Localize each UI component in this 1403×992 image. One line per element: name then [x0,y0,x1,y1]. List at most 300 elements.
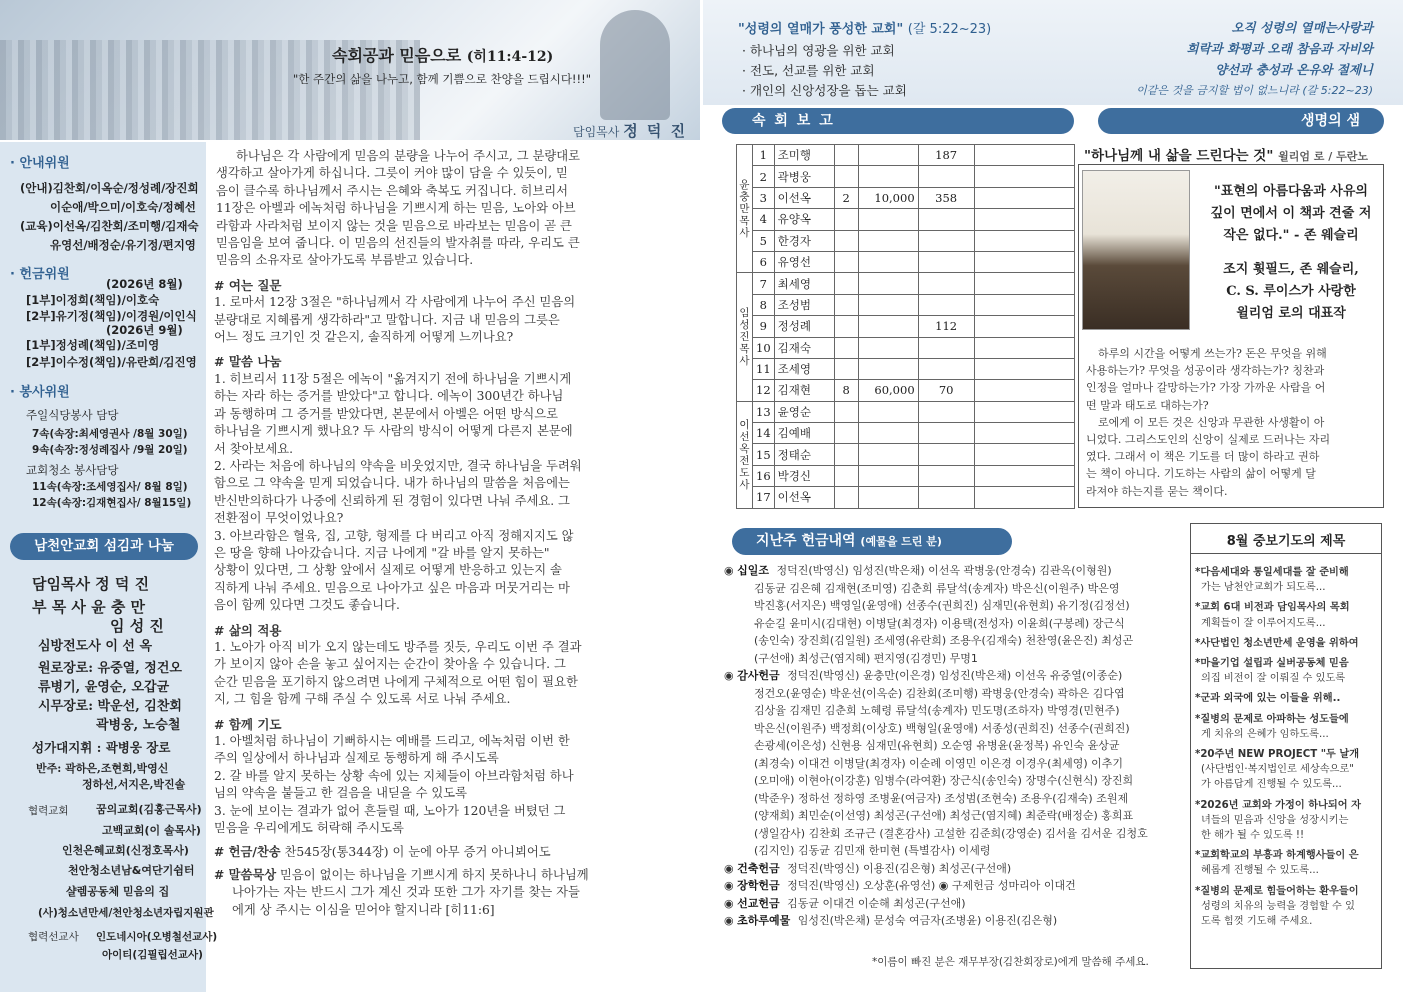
report-cell: 조성범 [774,294,834,315]
text-line: 하는 자라 하는 증거를 받았다"고 합니다. 에녹이 300년간 하나님 [214,389,564,404]
giving-row [724,755,1176,773]
lesson-body [214,148,700,919]
missionary: 아이티(김필립선교사) [102,949,203,961]
giving-row [724,842,1176,860]
report-row [737,273,1075,294]
report-cell: 2 [753,166,775,187]
giving-bullet: ◉ [724,896,738,910]
report-cell [918,465,974,486]
text-line: 하루의 시간을 어떻게 쓰는가? 돈은 무엇을 위해 [1098,347,1327,360]
offering-line: [2부]유기정(책임)/이경원/이인식 [26,309,197,323]
giving-row [724,860,1176,878]
prayer-item: 게 치유의 은혜가 임하도록... [1201,728,1329,740]
text-line: 1. 노아가 아직 비가 오지 않는데도 방주를 짓듯, 우리도 이번 주 결과 [214,639,582,654]
report-cell-empty [974,401,1074,422]
fruit-title-text: "성령의 열매가 풍성한 교회" [738,22,904,37]
text-line: 가 보이지 않아 손을 놓고 싶어지는 순간이 찾아올 수 있습니다. 그 [214,657,566,672]
text-line: 니었다. 그리스도인의 신앙이 실제로 드러나는 자리 [1086,433,1331,447]
report-cell [858,401,918,422]
text-line: 순간 믿음을 포기하지 않으려면 나에게 구체적으로 어떤 힘이 필요한 [214,674,578,689]
pastor-credit [573,120,687,141]
report-cell [834,358,858,379]
giving-row [724,650,1176,668]
report-table [736,144,1075,509]
meditation-title: # 말씀묵상 [214,867,277,882]
report-cell: 60,000 [858,380,918,401]
report-row [737,209,1075,230]
missionary: 인도네시아(오병철선교사) [96,931,218,943]
giving-bullet: ◉ [724,861,738,875]
book-title-text: "하나님께 내 삶을 드린다는 것" [1084,148,1274,164]
service-line: 교회청소 봉사담당 [26,463,119,477]
report-cell: 김재현 [774,380,834,401]
report-cell: 6 [753,251,775,272]
report-row [737,251,1075,272]
giving-bullet: ◉ [724,879,738,892]
giving-names: (최경숙) 이대건 이병달(최경자) 이순례 이영민 이은경 이경우(최세영) 이추기 [754,756,1124,770]
giving-category: 선교헌금 [737,896,780,910]
guide-title: · 안내위원 [10,156,70,171]
staff-line: 반주: 곽하은,조현희,박영신 [36,762,169,775]
text-line: 음이 클수록 하나님께서 주시는 은혜와 축복도 커집니다. 히브리서 [216,183,568,198]
prayer-item: 도록 힘껏 기도해 주세요. [1201,916,1313,928]
giving-row [724,720,1176,738]
text-line: 는 책이 아니다. 기도하는 사람의 삶이 어떻게 달 [1086,467,1316,481]
report-cell [858,273,918,294]
report-cell [834,444,858,465]
giving-category: 장학헌금 [737,879,780,892]
report-cell: 8 [753,294,775,315]
giving-note: *이름이 빠진 분은 재무부장(김찬회장로)에게 말씀해 주세요. [872,956,1149,968]
report-cell [918,444,974,465]
report-cell [918,230,974,251]
giving-names: (오미애) 이현아(이강훈) 임병수(라여환) 장근식(송인숙) 장명수(신현식) 장진희 [754,774,1134,787]
text-line: 서 찾아보세요. [214,441,294,456]
report-row [737,423,1075,444]
text-line: 1. 로마서 12장 3절은 "하나님께서 각 사람에게 나누어 주신 믿음의 [214,295,576,310]
report-cell-empty [974,294,1074,315]
report-cell-empty [974,444,1074,465]
giving-row [724,632,1176,650]
pastor-photo [600,10,670,120]
text-line: 직하게 나눠 주세요. 믿음으로 나아가고 싶은 마음과 머뭇거리는 마 [214,580,570,595]
partner-church: 천안청소년남&여단기쉼터 [68,864,195,877]
prayer-box [1190,523,1382,969]
prayer-item: *2026년 교회와 가정이 하나되어 자 [1195,799,1361,811]
giving-names: (김지인) 김동균 김민재 한미현 (특별감사) 이세령 [754,844,991,857]
giving-row [724,895,1176,913]
text-line: 였다. 그래서 이 책은 기도를 더 많이 하라고 권하 [1086,450,1320,464]
report-cell: 박경신 [774,465,834,486]
lesson-scripture: (히11:4-12) [466,49,554,65]
giving-bullet: ◉ [724,914,738,927]
report-cell [918,337,974,358]
giving-names: 임성진(박은채) 문성숙 여금자(조병윤) 이용진(김은형) [797,914,1058,927]
report-row [737,401,1075,422]
meditation-line [214,867,700,884]
prayer-item: (사단법인·복지법인로 세상속으로" [1201,764,1354,776]
report-cell [834,273,858,294]
giving-title-note: (예물을 드린 분) [860,535,942,548]
text-line: 생각하고 살아가게 하십니다. 그릇이 커야 많이 담을 수 있듯이, 믿 [216,166,568,181]
giving-category: 십일조 [737,564,769,577]
report-cell: 17 [753,487,775,508]
giving-names: 유순길 윤미시(김대현) 이병달(최경자) 이용택(전성자) 이윤희(구봉례) 장근식 [754,616,1125,630]
missionary-label: 협력선교사 [28,931,79,943]
report-cell: 2 [834,187,858,208]
giving-names: 손광세(이은성) 신현용 심재민(유현희) 오순영 유병윤(윤정복) 유인숙 윤상균 [754,739,1120,752]
section-heading: # 여는 질문 [214,277,282,293]
report-cell-empty [974,380,1074,401]
prayer-item: 한 해가 될 수 있도록 !! [1201,830,1305,842]
giving-bullet: ◉ [724,564,738,577]
prayer-item: *사단법인 청소년만세 운영을 위하여 [1195,637,1359,649]
report-cell [918,358,974,379]
book-quote: 작은 없다." - 존 웨슬리 [1223,228,1359,243]
offering-line: [1부]이정희(책임)/이호숙 [26,293,160,307]
prayer-item: 녀들의 믿음과 신앙을 성장시키는 [1201,814,1349,826]
report-row [737,337,1075,358]
report-cell: 최세영 [774,273,834,294]
section-heading: # 삶의 적용 [214,622,282,638]
lesson-subtitle: "한 주간의 삶을 나누고, 함께 기쁨으로 찬양을 드립시다!!!" [293,72,592,86]
report-cell-empty [974,187,1074,208]
report-cell-empty [974,487,1074,508]
giving-category: 건축헌금 [737,861,780,875]
prayer-item: *교회학교의 부흥과 하계행사들이 은 [1195,850,1359,862]
text-line: 분량대로 지혜롭게 생각하라"고 말합니다. 지금 내 믿음의 그릇은 [214,312,560,327]
text-line: 떤 말과 태도로 대하는가? [1086,398,1209,412]
report-cell: 3 [753,187,775,208]
report-cell: 유영선 [774,251,834,272]
fruit-item: · 하나님의 영광을 위한 교회 [742,43,895,58]
partner-church: 고백교회(이 솔목사) [102,824,201,837]
report-cell-empty [974,251,1074,272]
giving-names: (박준우) 정하선 정하영 조병윤(여금자) 조성범(조현숙) 조용우(김재숙) 조원제 [754,791,1129,805]
offering-line: (2026년 8월) [106,277,183,291]
text-line: 하나님은 각 사람에게 믿음의 분량을 나누어 주시고, 그 분량대로 [236,149,581,163]
service-line: 11속(속장:조세영집사/ 8월 8일) [32,481,188,493]
guide-line: 이순애/박으미/이호숙/정혜선 [50,200,196,214]
text-line: 인정을 얼마나 갈망하는가? 가장 가까운 사람을 어 [1086,381,1326,395]
report-cell: 11 [753,358,775,379]
service-line: 7속(속장:최세영권사 /8월 30일) [32,428,188,440]
pastor-label: 담임목사 [573,125,620,139]
staff-line: 원로장로: 유중열, 정건오 [38,661,182,676]
prayer-item: 가 아름답게 진행될 수 있도록... [1201,779,1342,791]
book-quote: C. S. 루이스가 사랑한 [1226,284,1356,299]
report-cell [858,294,918,315]
report-row [737,380,1075,401]
report-cell [834,316,858,337]
report-cell [858,316,918,337]
report-cell: 358 [918,187,974,208]
text-line: 2. 갈 바를 알지 못하는 상황 속에 있는 지체들이 아브라함처럼 하나 [214,768,574,783]
offering-title-text: 헌금위원 [19,267,70,282]
partner-church: 샬렘공동체 믿음의 집 [66,885,170,898]
report-cell: 13 [753,401,775,422]
giving-row [724,615,1176,633]
text-line: 믿음임을 보여 줍니다. 이 믿음의 선진들의 발자취를 따라, 우리도 큰 [216,236,580,251]
giving-row [724,685,1176,703]
prayer-item: *다음세대와 통일세대를 잘 준비해 [1195,567,1349,578]
giving-row [724,790,1176,808]
text-line: 2. 사라는 처음에 하나님의 약속을 비웃었지만, 결국 하나님을 두려워 [214,458,582,473]
staff-line: 성가대지휘 : 곽병웅 장로 [32,740,171,755]
report-cell [834,465,858,486]
partner-church: 꿈의교회(김홍근목사) [96,803,202,816]
text-line: 상황이 있다면, 그 상황 앞에서 실제로 어떻게 반응하고 있는지 솔 [214,563,562,578]
report-cell: 12 [753,380,775,401]
giving-names: 정덕진(박영신) 윤충만(이은경) 임성진(박은채) 이선옥 유중열(이종순) [787,669,1123,682]
report-cell: 정태순 [774,444,834,465]
prayer-item: 혜롭게 진행될 수 있도록... [1201,865,1319,877]
report-cell [918,487,974,508]
report-cell-empty [974,337,1074,358]
hymn-text: 찬545장(통344장) 이 눈에 아무 증거 아니뵈어도 [284,845,551,860]
book-quote: "표현의 아름다움과 사유의 [1214,184,1368,199]
staff-line: 담임목사 정 덕 진 [32,575,150,593]
report-cell [918,166,974,187]
text-line: 라함과 사라처럼 보이지 않는 것을 믿음으로 바라보는 믿음이 곧 큰 [216,218,572,233]
giving-names: (구선애) 최성근(염지혜) 편지영(김경민) 무명1 [754,651,978,665]
report-cell: 14 [753,423,775,444]
section-heading: # 함께 기도 [214,716,282,732]
fruit-verse: 오직 성령의 열매는사랑과 [1231,20,1373,35]
report-cell-empty [974,273,1074,294]
report-cell [918,209,974,230]
text-line: 반신반의하다가 나중에 신뢰하게 된 경험이 있다면 나눠 주세요. 그 [214,493,570,508]
giving-row [724,702,1176,720]
staff-line: 정하선,서지은,박진솔 [82,778,186,791]
section-heading: # 말씀 나눔 [214,354,282,370]
report-row [737,187,1075,208]
report-row [737,166,1075,187]
giving-title-text: 지난주 헌금내역 [756,533,856,549]
report-cell [834,294,858,315]
giving-row [724,825,1176,843]
text-line: 함으로 그 약속을 믿게 되었습니다. 내가 하나님의 말씀을 처음에는 [214,476,570,491]
partner-label: 협력교회 [28,805,69,817]
giving-row [724,772,1176,790]
hymn-title: # 헌금/찬송 [214,845,281,860]
giving-names: (송인숙) 장진희(김일원) 조세영(유란희) 조용우(김재숙) 천찬영(윤은진) 최성곤 [754,634,1134,647]
report-cell [834,337,858,358]
report-cell: 187 [918,145,974,166]
report-cell: 김예배 [774,423,834,444]
prayer-item: *마을기업 설립과 실버공동체 믿음 [1195,658,1349,670]
report-group: 임성진목사 [737,273,753,401]
text-line: 로에게 이 모든 것은 신앙과 무관한 사생활이 아 [1098,415,1325,429]
report-cell: 1 [753,145,775,166]
giving-names: 정덕진(박영신) 오상훈(유영선) ◉ 구제헌금 성마리아 이대건 [787,879,1076,892]
giving-names: 정덕진(박영신) 임성진(박은채) 이선옥 곽병웅(안경숙) 김관옥(이형원) [776,564,1112,577]
report-cell: 15 [753,444,775,465]
giving-row [724,667,1176,685]
report-cell [834,251,858,272]
report-cell: 김재숙 [774,337,834,358]
text-line: 은 땅을 향해 나아갔습니다. 지금 나에게 "갈 바를 알지 못하는" [214,545,550,560]
text-line: 지, 그 힘을 함께 구해 주실 수 있도록 서로 나눠 주세요. [214,692,511,707]
text-line: 어느 정도 크기인 것 같은지, 솔직하게 어떻게 느끼나요? [214,330,514,345]
text-line: 전환점이 무엇이었나요? [214,511,344,526]
giving-row [724,912,1176,930]
fruit-item: · 전도, 선교를 위한 교회 [742,63,875,78]
report-cell [918,294,974,315]
report-row [737,358,1075,379]
fruit-verse: 이같은 것을 금지할 법이 없느니라 (갈 5:22~23) [1136,84,1373,97]
report-cell [858,444,918,465]
text-line: 믿음을 우리에게도 허락해 주시도록 [214,821,404,836]
report-cell [858,230,918,251]
report-cell-empty [974,145,1074,166]
report-cell [834,230,858,251]
guide-line: 유영선/배정순/유기정/편지영 [50,238,196,252]
church-photo [0,0,700,140]
report-cell [918,401,974,422]
prayer-title: 8월 중보기도의 제목 [1191,524,1381,554]
giving-category: 감사헌금 [737,669,780,682]
report-cell: 4 [753,209,775,230]
giving-names: 김상율 김재민 김춘희 노혜령 류달석(송계자) 민도명(조하자) 박영경(민현주) [754,704,1120,717]
giving-row [724,807,1176,825]
text-line: 에게 상 주시는 이심을 믿어야 할지니라 [히11:6] [232,902,495,917]
report-cell: 7 [753,273,775,294]
text-line: 나아가는 자는 반드시 그가 계신 것과 또한 그가 자기를 찾는 자들 [232,885,580,900]
report-cell: 한경자 [774,230,834,251]
offering-line: [2부]이수정(책임)/유란희/김진영 [26,355,197,369]
report-cell [918,273,974,294]
report-cell-empty [974,209,1074,230]
staff-line: 심방전도사 이 선 옥 [38,639,153,654]
report-cell: 유양옥 [774,209,834,230]
report-cell: 10,000 [858,187,918,208]
guide-line: (교육)이선옥/김찬회/조미행/김재숙 [20,219,199,233]
giving-names: 김동균 김은혜 김재현(조미영) 김춘희 류달석(송계자) 박은신(이원주) 박은영 [754,581,1120,595]
report-cell [858,166,918,187]
fruit-title [738,18,991,37]
text-line: 3. 눈에 보이는 결과가 없어 흔들릴 때, 노아가 120년을 버텼던 그 [214,803,566,818]
giving-row [724,737,1176,755]
service-title-text: 봉사위원 [19,385,70,400]
report-cell-empty [974,316,1074,337]
report-cell: 이선옥 [774,487,834,508]
giving-row [724,597,1176,615]
prayer-list [1191,554,1381,929]
prayer-item: *20주년 NEW PROJECT "두 날개 [1195,749,1360,761]
report-cell [858,358,918,379]
offering-line: (2026년 9월) [106,323,183,337]
lesson-intro [214,148,700,270]
report-cell-empty [974,166,1074,187]
book-author: 윌리엄 로 / 두란노 [1278,150,1368,163]
fruit-item: · 개인의 신앙성장을 돕는 교회 [742,83,907,98]
report-cell: 조세영 [774,358,834,379]
service-line: 12속(속장:김재현집사/ 8월15일) [32,497,192,509]
prayer-item: 성령의 치유의 능력을 경험할 수 있 [1201,900,1355,912]
giving-row [724,562,1176,580]
text-line: 라져야 하는지를 묻는 책이다. [1086,484,1228,498]
partner-church: (사)청소년만세/천안청소년자립지원관 [38,907,214,919]
report-cell: 9 [753,316,775,337]
prayer-item: 가는 남천안교회가 되도록... [1201,582,1326,594]
report-cell [834,209,858,230]
service-title: · 봉사위원 [10,385,70,400]
guide-title-text: 안내위원 [19,156,70,171]
report-row [737,316,1075,337]
pastor-name: 정 덕 진 [623,122,688,140]
prayer-item: *교회 6대 비전과 담임목사의 목회 [1195,602,1350,614]
partner-church: 인천은혜교회(신정호목사) [62,844,189,857]
text-line: 과 동행하며 그 증거를 받았다면, 본문에서 아벨은 어떤 방식으로 [214,406,559,421]
giving-names: (생일감사) 김찬회 조규근 (결혼감사) 고설한 김준희(강영순) 김서율 김서운 김청호 [754,826,1148,840]
report-cell: 112 [918,316,974,337]
fruit-ref: (갈 5:22~23) [907,22,992,37]
report-cell [858,487,918,508]
giving-category: 초하루예물 [737,914,791,927]
report-cell [858,423,918,444]
report-cell [834,401,858,422]
report-title: 속 회 보 고 [722,108,1074,134]
report-cell: 윤영순 [774,401,834,422]
text-line: 3. 아브라함은 혈육, 집, 고향, 형제를 다 버리고 아직 정해지지도 않 [214,528,574,543]
book-review-body [1086,345,1378,500]
report-cell [834,487,858,508]
report-row [737,444,1075,465]
lesson-title-text: 속회공과 믿음으로 [332,46,462,65]
report-cell: 조미행 [774,145,834,166]
report-row [737,230,1075,251]
report-cell [918,251,974,272]
report-cell-empty [974,230,1074,251]
text-line: 믿음이 없이는 하나님을 기쁘시게 하지 못하나니 하나님께 [280,867,589,882]
report-cell-empty [974,465,1074,486]
report-group: 이선옥전도사 [737,401,753,508]
report-cell: 5 [753,230,775,251]
text-line: 1. 히브리서 11장 5절은 에녹이 "옮겨지기 전에 하나님을 기쁘시게 [214,371,572,386]
staff-title: 남천안교회 섬김과 나눔 [10,533,198,560]
offering-title: · 헌금위원 [10,267,70,282]
report-row [737,294,1075,315]
report-cell-empty [974,358,1074,379]
text-line: 1. 아벨처럼 하나님이 기뻐하시는 예배를 드리고, 에녹처럼 이번 한 [214,734,570,748]
report-row [737,465,1075,486]
report-cell: 10 [753,337,775,358]
giving-bullet: ◉ [724,669,738,682]
giving-names: 박은신(이원주) 백정희(이상호) 백형일(윤영애) 서종성(권희진) 선종수(권희진) [754,721,1130,735]
offering-line: [1부]정성례(책임)/조미영 [26,338,160,352]
service-line: 주일식당봉사 담당 [26,408,119,422]
book-quote: 윌리엄 로의 대표작 [1236,306,1346,321]
giving-names: 김동균 이대건 이순해 최성곤(구선애) [787,896,966,910]
report-cell: 8 [834,380,858,401]
report-cell: 곽병웅 [774,166,834,187]
report-cell [858,337,918,358]
report-cell [834,166,858,187]
book-quote: 깊이 면에서 이 책과 견줄 저 [1210,206,1372,221]
report-cell [834,145,858,166]
prayer-item: *군과 외국에 있는 이들을 위해.. [1195,693,1341,705]
prayer-item: *질병의 문제로 힘들어하는 환우들이 [1195,885,1359,897]
hymn-line [214,844,700,861]
staff-line: 곽병웅, 노승철 [96,718,181,733]
service-line: 9속(속장:정성례집사 /9월 20일) [32,444,188,456]
giving-names: (양재희) 최민순(이선영) 최성곤(구선애) 최성근(염지혜) 최준락(배정순) 홍희표 [754,809,1134,822]
report-group: 윤충만목사 [737,145,753,273]
book-cover-image [1082,170,1190,330]
text-line: 하나님을 기쁘시게 했나요? 두 사람의 방식이 어떻게 다른지 본문에 [214,424,573,439]
report-cell [918,423,974,444]
